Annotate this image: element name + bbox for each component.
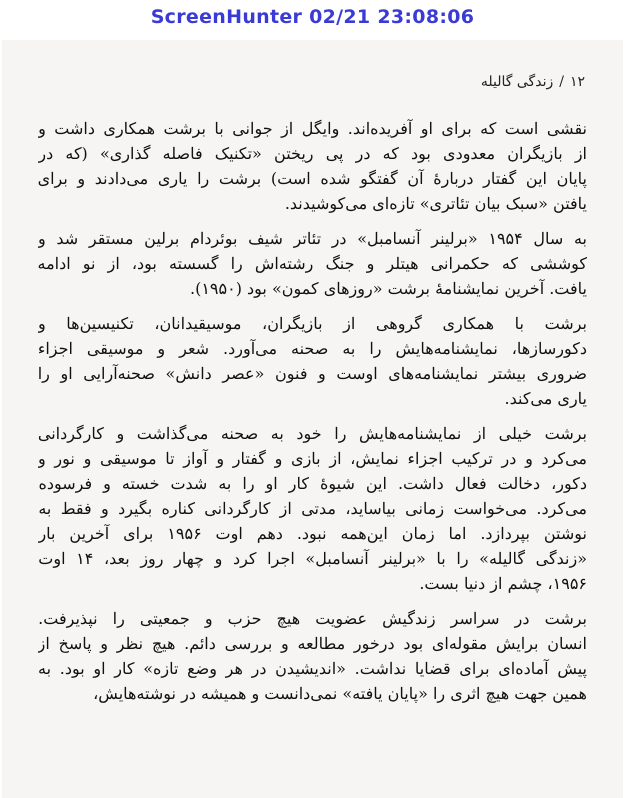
paragraph-5	[38, 606, 587, 706]
running-head	[481, 74, 585, 90]
paragraph-3	[38, 311, 587, 411]
text-line: برشت با همکاری گروهی از بازیگران، موسیقیدانان، تکنیسین‌ها و	[38, 314, 587, 333]
text-line: پیش آماده‌ای برای قضایا نداشت. «اندیشیدن در هر وضع تازه» کار او بود. به	[38, 659, 587, 678]
screenhunter-watermark: ScreenHunter 02/21 23:08:06	[150, 6, 475, 28]
text-line: انسان برایش مقوله‌ای بود درخور مطالعه و بررسی دائم. هیچ نظر و پاسخ از	[38, 634, 587, 653]
text-line: نقشی است که برای او آفریده‌اند. وایگل از جوانی با برشت همکاری داشت و	[38, 119, 587, 138]
book-page	[2, 40, 623, 798]
running-head-separator: /	[559, 74, 564, 90]
text-line: ضروری بیشتر نمایشنامه‌های اوست و فنون «عصر دانش» صحنه‌آرایی او را	[38, 364, 587, 383]
text-line: می‌کرد. می‌خواست زمانی بیاساید، مدتی از کارگردانی کناره بگیرد و فقط به	[38, 499, 587, 518]
paragraph-4	[38, 421, 587, 596]
text-line: برشت در سراسر زندگیش عضویت هیچ حزب و جمعیتی را نپذیرفت.	[38, 609, 587, 628]
text-line: همین جهت هیچ اثری را «پایان یافته» نمی‌دانست و همیشه در نوشته‌هایش،	[93, 684, 587, 703]
book-title: زندگی گالیله	[480, 74, 554, 90]
page-body-text	[38, 116, 587, 716]
text-line: نوشتن بپردازد. اما زمان این‌همه نبود. دهم اوت ۱۹۵۶ برای آخرین بار	[38, 524, 587, 543]
text-line: ۱۹۵۶، چشم از دنیا بست.	[419, 574, 587, 593]
text-line: از بازیگران معدودی بود که در پی ریختن «تکنیک فاصله گذاری» (که در	[38, 144, 587, 163]
text-line: دکور، دخالت فعال داشت. این شیوهٔ کار او را به شدت خسته و فرسوده	[38, 474, 587, 493]
text-line: یافتن «سبک بیان تئاتری» تازه‌ای می‌کوشیدند.	[284, 194, 587, 213]
text-line: برشت خیلی از نمایشنامه‌هایش را خود به صحنه می‌گذاشت و کارگردانی	[38, 424, 587, 443]
text-line: پایان این گفتار دربارهٔ آن گفتگو شده است) برشت را یاری می‌دادند و برای	[38, 169, 587, 188]
text-line: یاری می‌کند.	[504, 389, 587, 408]
text-line: «زندگی گالیله» را با «برلینر آنسامبل» اجرا کرد و چهار روز بعد، ۱۴ اوت	[38, 549, 587, 568]
text-line: دکورسازها، نمایشنامه‌هایش را به صحنه می‌آورد. شعر و موسیقی اجزاء	[38, 339, 587, 358]
text-line: کوششی که حکمرانی هیتلر و جنگ رشته‌اش را گسسته بود، از نو ادامه	[38, 254, 587, 273]
text-line: می‌کرد و در ترکیب اجزاء نمایش، از بازی و گفتار و آواز تا موسیقی و نور و	[38, 449, 587, 468]
text-line: یافت. آخرین نمایشنامهٔ برشت «روزهای کمون» بود (۱۹۵۰).	[190, 279, 587, 298]
page-number: ۱۲	[569, 74, 585, 90]
text-line: به سال ۱۹۵۴ «برلینر آنسامبل» در تئاتر شیف بوئردام برلین مستقر شد و	[38, 229, 587, 248]
paragraph-2	[38, 226, 587, 301]
paragraph-1	[38, 116, 587, 216]
